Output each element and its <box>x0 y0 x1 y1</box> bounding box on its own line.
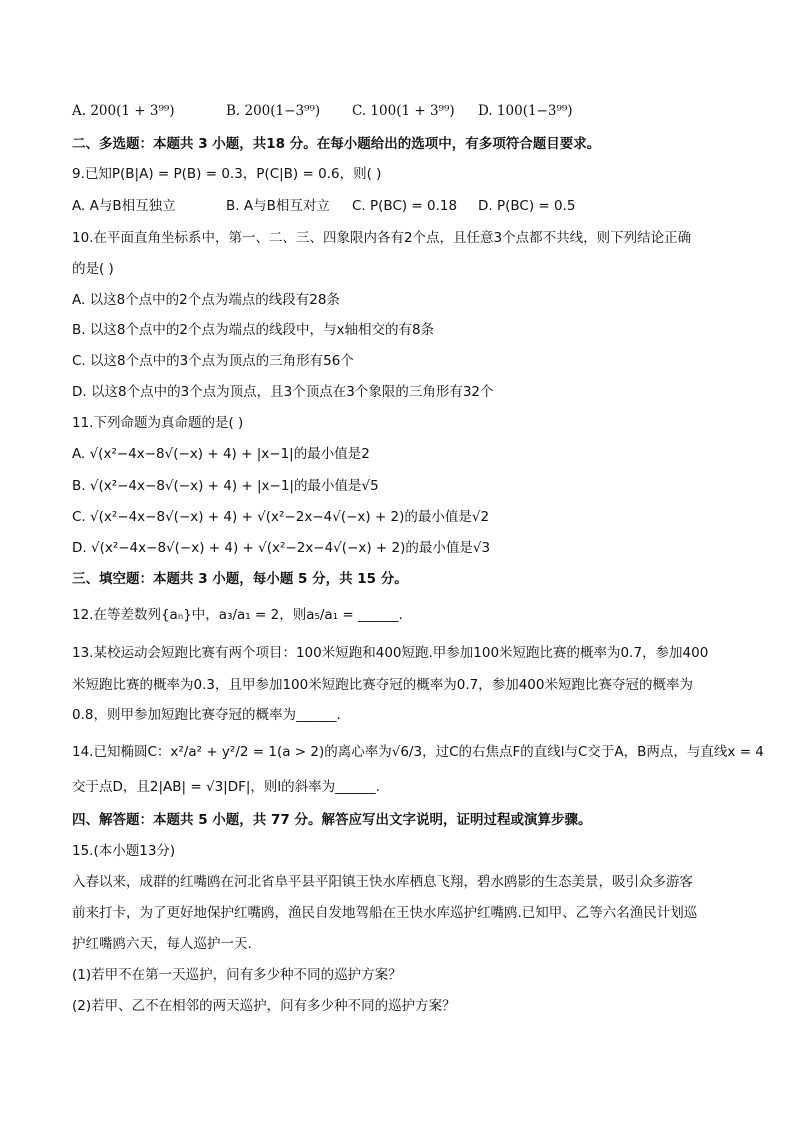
q10-option-b: B. 以这8个点中的2个点为端点的线段中，与x轴相交的有8条 <box>72 322 435 338</box>
q10-stem-line1: 10.在平面直角坐标系中，第一、二、三、四象限内各有2个点，且任意3个点都不共线，则下列结论正确 <box>72 230 692 246</box>
q8-option-d: D. 100(1−3⁹⁹) <box>478 103 573 119</box>
q10-option-d: D. 以这8个点中的3个点为顶点，且3个顶点在3个象限的三角形有32个 <box>72 384 494 400</box>
q10-option-a: A. 以这8个点中的2个点为端点的线段有28条 <box>72 292 340 308</box>
section-2-heading: 二、多选题：本题共 3 小题，共18 分。在每小题给出的选项中，有多项符合题目要求。 <box>72 136 601 152</box>
q12-text: 12.在等差数列{aₙ}中，a₃/a₁ = 2，则a₅/a₁ = ______. <box>72 607 403 623</box>
q11-stem: 11.下列命题为真命题的是( ) <box>72 415 244 431</box>
q8-option-b: B. 200(1−3⁹⁹) <box>226 103 321 119</box>
q8-option-c: C. 100(1 + 3⁹⁹) <box>352 103 455 119</box>
q9-option-a: A. A与B相互独立 <box>72 198 176 214</box>
q13-line3: 0.8，则甲参加短跑比赛夺冠的概率为______. <box>72 707 341 723</box>
q15-paragraph-line2: 前来打卡，为了更好地保护红嘴鸥，渔民自发地驾船在王快水库巡护红嘴鸥.已知甲、乙等六名渔民计划巡 <box>72 905 698 921</box>
q14-line1: 14.已知椭圆C：x²/a² + y²/2 = 1(a > 2)的离心率为√6/3，过C的右焦点F的直线l与C交于A，B两点，与直线x = 4 <box>72 744 764 760</box>
section-3-heading: 三、填空题：本题共 3 小题，每小题 5 分，共 15 分。 <box>72 571 408 587</box>
q14-line2: 交于点D，且2|AB| = √3|DF|，则l的斜率为______. <box>72 779 380 795</box>
q9-options <box>72 196 724 216</box>
q13-line2: 米短跑比赛的概率为0.3，且甲参加100米短跑比赛夺冠的概率为0.7，参加400米短跑比赛夺冠的概率为 <box>72 677 693 693</box>
q10-stem-line2: 的是( ) <box>72 261 114 277</box>
q13-line1: 13.某校运动会短跑比赛有两个项目：100米短跑和400短跑.甲参加100米短跑比赛的概率为0.7，参加400 <box>72 645 709 661</box>
q15-paragraph-line3: 护红嘴鸥六天，每人巡护一天. <box>72 936 252 952</box>
q15-paragraph-line1: 入春以来，成群的红嘴鸥在河北省阜平县平阳镇王快水库栖息飞翔，碧水鸥影的生态美景，吸引众多游客 <box>72 874 693 890</box>
q9-option-d: D. P(BC) = 0.5 <box>478 198 576 214</box>
q11-option-a: A. √(x²−4x−8√(−x) + 4) + |x−1|的最小值是2 <box>72 446 370 462</box>
q9-option-c: C. P(BC) = 0.18 <box>352 198 458 214</box>
q11-option-c: C. √(x²−4x−8√(−x) + 4) + √(x²−2x−4√(−x) + 2)的最小值是√2 <box>72 509 490 525</box>
q8-options <box>72 101 724 121</box>
q15-subquestion-1: (1)若甲不在第一天巡护，问有多少种不同的巡护方案？ <box>72 967 402 983</box>
q9-option-b: B. A与B相互对立 <box>226 198 330 214</box>
q9-stem: 9.已知P(B|A) = P(B) = 0.3，P(C|B) = 0.6，则( ) <box>72 166 382 182</box>
q11-option-b: B. √(x²−4x−8√(−x) + 4) + |x−1|的最小值是√5 <box>72 478 379 494</box>
q10-option-c: C. 以这8个点中的3个点为顶点的三角形有56个 <box>72 353 354 369</box>
q15-subquestion-2: (2)若甲、乙不在相邻的两天巡护，问有多少种不同的巡护方案？ <box>72 998 456 1014</box>
q11-option-d: D. √(x²−4x−8√(−x) + 4) + √(x²−2x−4√(−x) + 2)的最小值是√3 <box>72 540 491 556</box>
section-4-heading: 四、解答题：本题共 5 小题，共 77 分。解答应写出文字说明，证明过程或演算步骤。 <box>72 812 592 828</box>
q15-title: 15.(本小题13分) <box>72 843 176 859</box>
q8-option-a: A. 200(1 + 3⁹⁹) <box>72 103 175 119</box>
